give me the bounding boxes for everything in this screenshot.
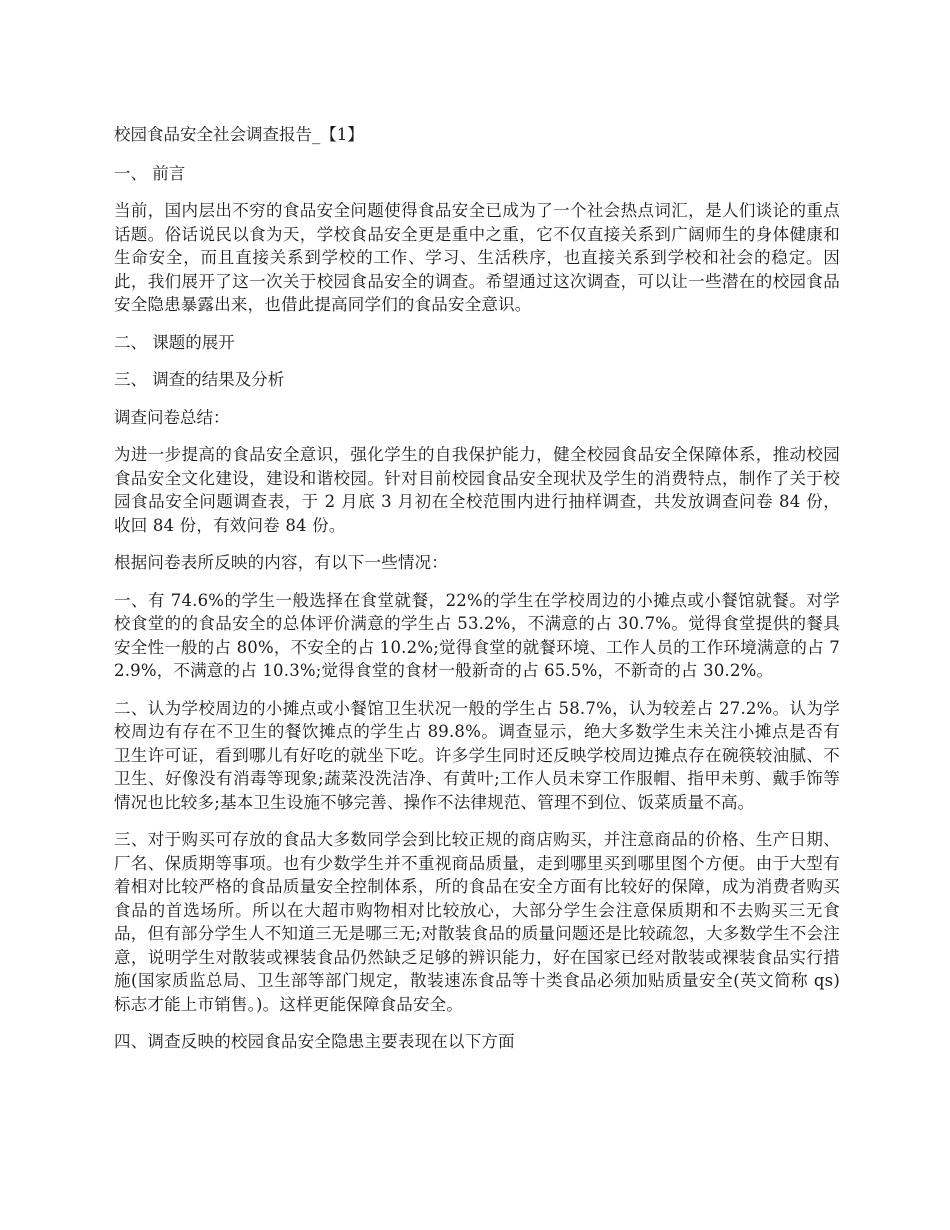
survey-summary-label: 调查问卷总结： [114,407,230,427]
finding-4-heading: 四、调查反映的校园食品安全隐患主要表现在以下方面 [114,1032,515,1051]
finding-3-paragraph: 三、对于购买可存放的食品大多数同学会到比较正规的商店购买，并注意商品的价格、生产日期、厂名、保质期等事项。也有少数学生并不重视商品质量，走到哪里买到哪里图个方便。由于大型有着相对比较严格的食品质量安全控制体系，所的食品在安全方面有比较好的保障，成为消费者购买食品的首选场所。所以在大超市购物相对比较放心，大部分学生会注意保质期和不去购买三无食品，但有部分学生人不知道三无是哪三无;对散装食品的质量问题还是比较疏忽，大多数学生不会注意，说明学生对散装或裸装食品仍然缺乏足够的辨识能力，好在国家已经对散装或裸装食品实行措施(国家质监总局、卫生部等部门规定，散装速冻食品等十类食品必须加贴质量安全(英文简称 qs)标志才能上市销售。)。这样更能保障食品安全。 [114,830,840,1014]
section-heading-topic: 二、 课题的展开 [114,332,235,352]
section-heading-preface: 一、 前言 [114,163,186,183]
preface-paragraph: 当前，国内层出不穷的食品安全问题使得食品安全已成为了一个社会热点词汇，是人们谈论的重点话题。俗话说民以食为天，学校食品安全更是重中之重，它不仅直接关系到广阔师生的身体健康和生命安全，而且直接关系到学校的工作、学习、生活秩序，也直接关系到学校和社会的稳定。因此，我们展开了这一次关于校园食品安全的调查。希望通过这次调查，可以让一些潜在的校园食品安全隐患暴露出来，也借此提高同学们的食品安全意识。 [114,201,840,314]
finding-2-paragraph: 二、认为学校周边的小摊点或小餐馆卫生状况一般的学生占 58.7%，认为较差占 27.2%。认为学校周边有存在不卫生的餐饮摊点的学生占 89.8%。调查显示，绝大多数学生未关注小摊点是否有卫生许可证，看到哪儿有好吃的就坐下吃。许多学生同时还反映学校周边摊点存在碗筷较油腻、不卫生、好像没有消毒等现象;蔬菜没洗洁净、有黄叶;工作人员未穿工作服帽、指甲未剪、戴手饰等情况也比较多;基本卫生设施不够完善、操作不法律规范、管理不到位、饭菜质量不高。 [114,698,840,812]
finding-1-paragraph: 一、有 74.6%的学生一般选择在食堂就餐，22%的学生在学校周边的小摊点或小餐馆就餐。对学校食堂的的食品安全的总体评价满意的学生占 53.2%，不满意的占 30.7%。觉得食堂提供的餐具安全性一般的占 80%，不安全的占 10.2%;觉得食堂的就餐环境、工作人员的工作环境满意的占 72.9%，不满意的占 10.3%;觉得食堂的食材一般新奇的占 65.5%，不新奇的占 30.2%。 [114,590,840,680]
document-title: 校园食品安全社会调查报告_【1】 [114,125,364,144]
section-heading-results: 三、 调查的结果及分析 [114,370,285,389]
document-page [114,123,840,1068]
survey-summary-paragraph: 为进一步提高的食品安全意识，强化学生的自我保护能力，健全校园食品安全保障体系，推动校园食品安全文化建设，建设和谐校园。针对目前校园食品安全现状及学生的消费特点，制作了关于校园食品安全问题调查表，于 2 月底 3 月初在全校范围内进行抽样调查，共发放调查问卷 84 份，收回 84 份，有效问卷 84 份。 [114,445,840,535]
findings-intro: 根据问卷表所反映的内容，有以下一些情况： [114,553,448,572]
